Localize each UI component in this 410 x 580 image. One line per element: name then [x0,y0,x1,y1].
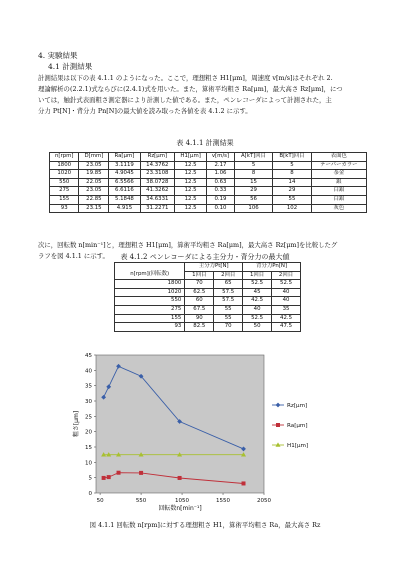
table-cell: 5 [273,161,311,170]
table-cell: 1020 [50,170,79,179]
table-header-row [50,153,367,162]
table-cell: 42.5 [272,314,301,323]
table-cell: 275 [115,305,185,314]
table-cell: 5.1848 [109,195,140,204]
table-cell: 52.5 [243,314,272,323]
paragraph-line: 次に，回転数 n[min⁻¹]と，理想粗さ H1[μm]，算術平均粗さ Ra[μm]，最大高さ Rz[μm]を比較したグ [38,241,338,249]
y-tick-label: 35 [85,383,92,390]
paragraph-line: ラフを図 4.1.1 に示す。 [38,252,109,260]
paragraph-intro [38,73,378,117]
legend-marker [276,403,281,408]
table-row [50,195,367,204]
table-cell: 57.5 [214,297,243,306]
paragraph-line: 理論解析の(2.2.1)式ならびに(2.4.1)式を用いた。また，算術平均粗さ Ra[μm]，最大高さ Rz[μm]，につ [38,85,343,93]
table-cell: 29 [273,187,311,196]
table-cell: 70 [185,280,214,289]
table-cell: 275 [50,187,79,196]
table-cell: 白銀 [311,195,366,204]
table-cell: 1800 [50,161,79,170]
table-header-row [115,263,301,272]
table-row [50,161,367,170]
table-cell: 38.0728 [140,178,175,187]
data-point [102,476,106,480]
table-row [115,314,301,323]
y-tick-label: 25 [85,414,92,421]
column-header: H1[μm] [175,153,207,162]
legend-label: Ra[μm] [287,423,308,429]
table-row [50,170,367,179]
x-tick-label: 1050 [175,498,190,504]
table-cell: 70 [214,323,243,332]
table-cell: 62.5 [185,288,214,297]
column-header: B[kT]回目 [273,153,311,162]
table-cell: 90 [185,314,214,323]
table-cell: 67.5 [185,305,214,314]
table-cell: 42.5 [243,297,272,306]
section-heading: 4. 実験結果 [38,51,78,60]
column-header: Rz[μm] [140,153,175,162]
table-cell: 6.6116 [109,187,140,196]
table-cell: 12.5 [175,178,207,187]
table-row [115,297,301,306]
table-cell: 6.5566 [109,178,140,187]
table-cell: 52.5 [272,280,301,289]
table-header-row [115,271,301,280]
table-row [115,305,301,314]
table-cell: 8 [273,170,311,179]
paragraph-line: 計測結果は以下の表 4.1.1 のようになった。ここで，理想粗さ H1[μm]，周速度 v[m/s]はそれぞれ 2. [38,74,333,82]
table-cell: 12.5 [175,187,207,196]
x-tick-label: 2050 [257,498,271,504]
table-cell: 14.3762 [140,161,175,170]
table-cell: 102 [273,204,311,213]
table-cell: 106 [234,204,272,213]
data-point [107,475,111,479]
table-cell: 8 [234,170,272,179]
figure-caption: 図 4.1.1 回転数 n[rpm]に対する理想粗さ H1，算術平均粗さ Ra，最大高さ Rz [89,521,321,529]
corner-cell [115,263,185,272]
table-cell: 47.5 [272,323,301,332]
legend-marker [276,423,280,427]
column-header: n[rpm] [50,153,79,162]
table-cell: テーパーカラー [311,161,366,170]
table-cell: 52.5 [243,280,272,289]
y-axis-label: 粗さ[μm] [73,410,80,438]
legend-label: H1[μm] [287,443,309,449]
table-cell: 93 [50,204,79,213]
y-tick-label: 40 [85,368,92,375]
table-cell: 57.5 [214,288,243,297]
table-cell: 4.915 [109,204,140,213]
data-point [178,476,182,480]
table-row [50,204,367,213]
table-cell: 60 [185,297,214,306]
table-cell: 31.2271 [140,204,175,213]
table-cell: 2.17 [207,161,235,170]
table-cell: 55 [214,314,243,323]
table-cell: 23.3108 [140,170,175,179]
corner-label: n[rpm](回転数) [115,271,185,280]
table-cell: 82.5 [185,323,214,332]
subsection-heading: 4.1 計測結果 [48,62,93,71]
table-cell: 灰色 [311,204,366,213]
column-header: 2回目 [272,271,301,280]
table-cell: 14 [273,178,311,187]
x-axis-label: 回転数n[min⁻¹] [158,505,202,512]
table-cell: 1800 [115,280,185,289]
table-cell: 3.1119 [109,161,140,170]
table-cell: 12.5 [175,170,207,179]
table-cell: 5 [234,161,272,170]
y-tick-label: 10 [85,460,92,467]
x-tick-label: 550 [135,498,147,504]
table-cell: 19.85 [79,170,109,179]
group-header: 背分力Pn[N] [243,263,301,272]
table-cell: 40 [243,305,272,314]
y-tick-label: 20 [85,429,92,436]
table-cell: 550 [50,178,79,187]
table-cell: 0.10 [207,204,235,213]
table-cell: 1020 [115,288,185,297]
table-cell: 12.5 [175,195,207,204]
data-point [139,471,143,475]
table-cell: 550 [115,297,185,306]
y-tick-label: 30 [85,399,92,405]
y-tick-label: 45 [85,353,92,359]
table-cell: 41.3262 [140,187,175,196]
table-row [115,288,301,297]
table-row [50,187,367,196]
x-tick-label: 1550 [216,498,231,504]
table-row [50,178,367,187]
legend-label: Rz[μm] [287,403,308,409]
column-header: 表面色 [311,153,366,162]
table-cell: 22.05 [79,178,109,187]
table2-caption: 表 4.1.2 ペンレコーダによる主分力・背分力の最大値 [120,253,290,261]
column-header: A[kT]回目 [234,153,272,162]
force-table [114,262,301,332]
table-cell: 29 [234,187,272,196]
table-row [115,280,301,289]
table-cell: 155 [50,195,79,204]
group-header: 主分力Pt[N] [185,263,243,272]
table1-caption: 表 4.1.1 計測結果 [176,139,234,147]
table-cell: 0.19 [207,195,235,204]
table-cell: 45 [243,288,272,297]
table-cell: 55 [273,195,311,204]
table-cell: 55 [214,305,243,314]
table-cell: 23.15 [79,204,109,213]
y-tick-label: 0 [88,491,92,497]
table-cell: 4.9045 [109,170,140,179]
column-header: 1回目 [185,271,214,280]
table-cell: 35 [272,305,301,314]
table-cell: 34.6331 [140,195,175,204]
table-cell: 12.5 [175,161,207,170]
x-tick-label: 50 [96,498,104,504]
table-cell: 15 [234,178,272,187]
paragraph-line: いては，触針式表面粗さ測定器により計測した値である。また，ペンレコーダによって計測された，主 [38,96,332,104]
column-header: v[m/s] [207,153,235,162]
table-cell: 155 [115,314,185,323]
table-cell: 1.06 [207,170,235,179]
table-cell: 65 [214,280,243,289]
table-cell: 23.05 [79,161,109,170]
y-tick-label: 15 [85,445,92,451]
table-cell: 23.05 [79,187,109,196]
table-cell: 40 [272,288,301,297]
paragraph-line: 分力 Pt[N]・背分力 Pn[N]の最大値を読み取った各値を表 4.1.2 に示す。 [38,107,252,115]
table-cell: 40 [272,297,301,306]
data-point [117,471,121,475]
column-header: 1回目 [243,271,272,280]
measurement-table [49,152,367,213]
table-cell: 50 [243,323,272,332]
column-header: Ra[μm] [109,153,140,162]
table-cell: 白銀 [311,187,366,196]
table-cell: 銀 [311,178,366,187]
table-cell: 0.33 [207,187,235,196]
column-header: 2回目 [214,271,243,280]
y-tick-label: 5 [88,475,92,482]
table-cell: 12.5 [175,204,207,213]
data-point [242,481,246,485]
table-row [115,323,301,332]
table-cell: 茶金 [311,170,366,179]
roughness-chart [70,350,350,515]
table-cell: 56 [234,195,272,204]
table-cell: 0.63 [207,178,235,187]
table-cell: 22.85 [79,195,109,204]
column-header: D[mm] [79,153,109,162]
table-cell: 93 [115,323,185,332]
paragraph-graph-intro [38,240,378,262]
